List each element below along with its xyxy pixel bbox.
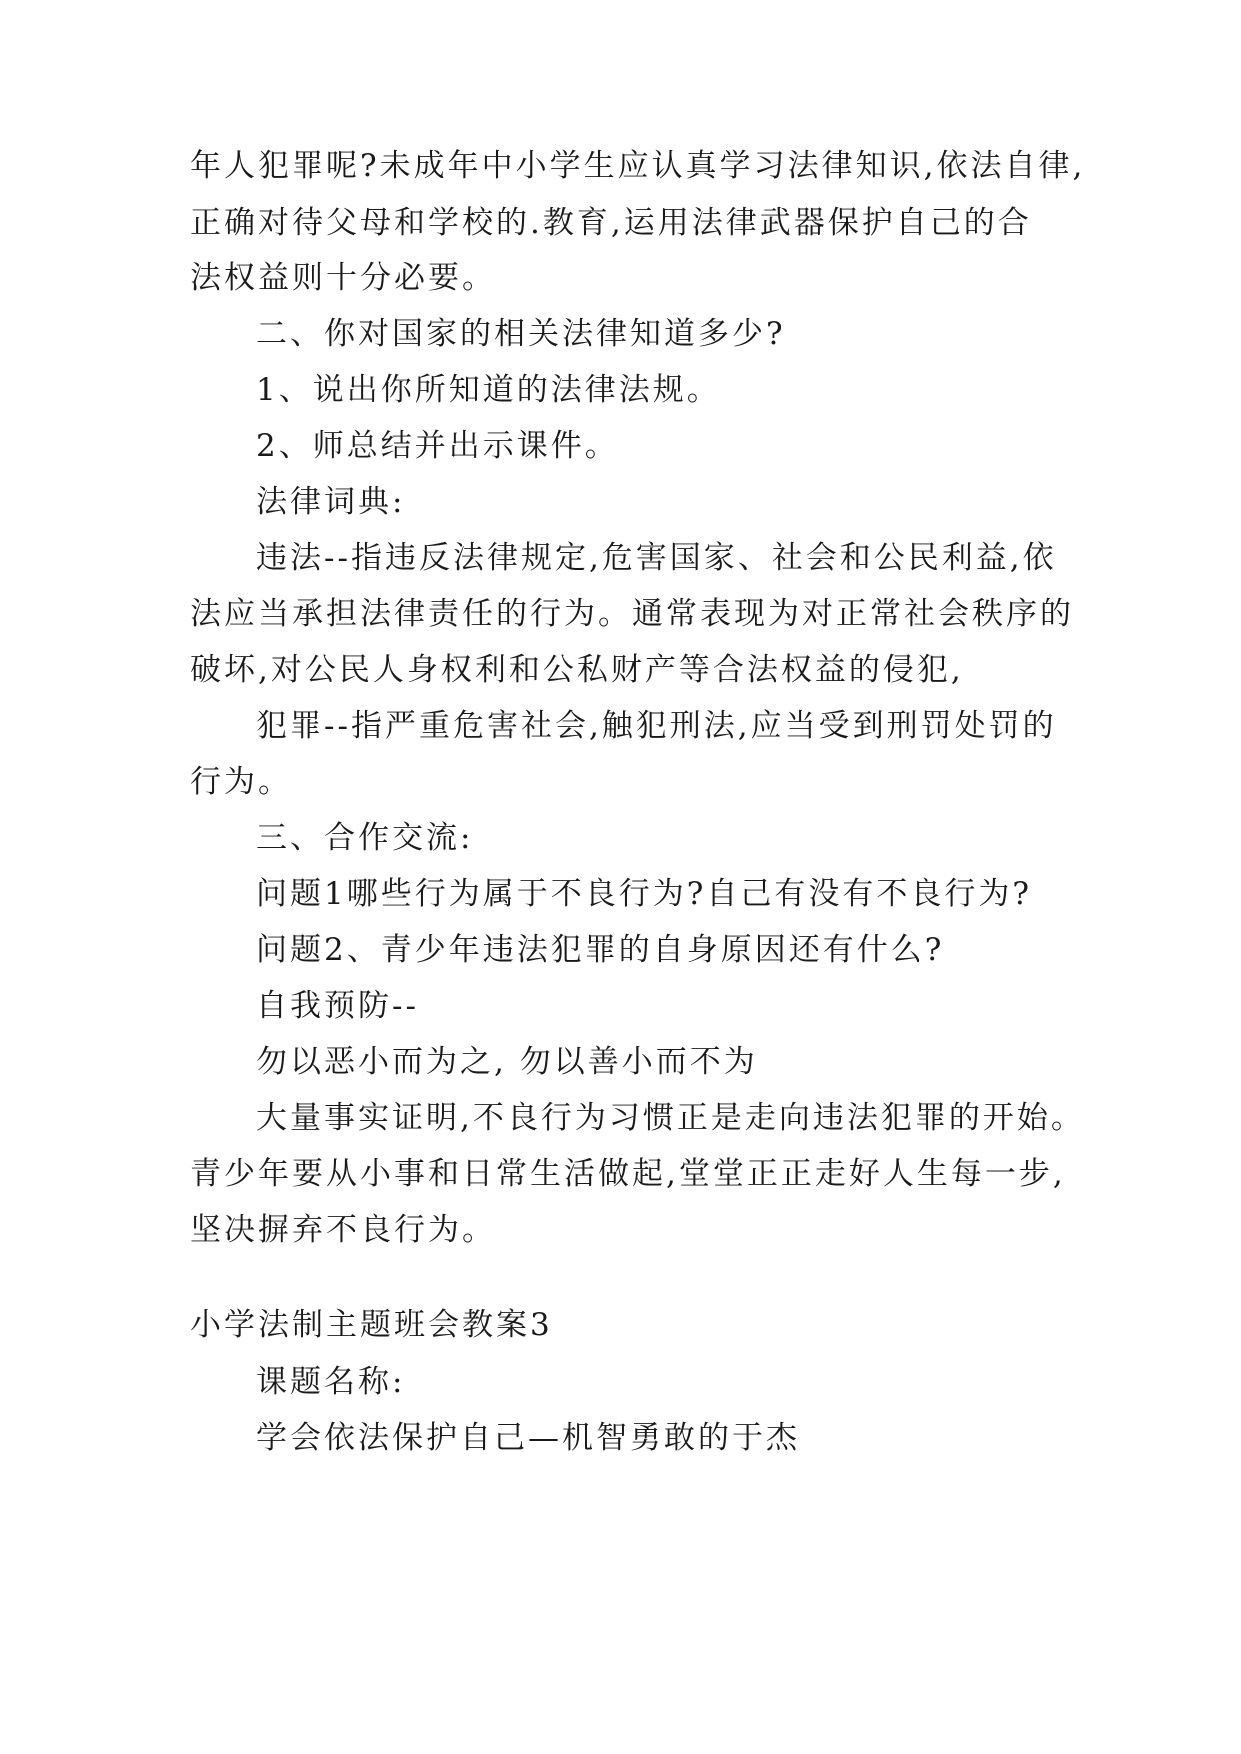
paragraph-line: 青少年要从小事和日常生活做起,堂堂正正走好人生每一步, <box>190 1156 1066 1192</box>
quote-line: 勿以恶小而为之, 勿以善小而不为 <box>256 1044 758 1080</box>
paragraph-line: 违法--指违反法律规定,危害国家、社会和公民利益,依 <box>256 540 1057 576</box>
list-item: 2、师总结并出示课件。 <box>256 428 619 464</box>
subheading: 课题名称: <box>256 1364 406 1400</box>
paragraph-line: 法权益则十分必要。 <box>190 260 496 296</box>
paragraph-line: 法应当承担法律责任的行为。通常表现为对正常社会秩序的 <box>190 596 1074 632</box>
document-title: 小学法制主题班会教案3 <box>190 1307 553 1343</box>
paragraph-line: 年人犯罪呢?未成年中小学生应认真学习法律知识,依法自律, <box>190 148 1086 184</box>
subheading: 自我预防-- <box>256 988 419 1024</box>
paragraph-line: 大量事实证明,不良行为习惯正是走向违法犯罪的开始。 <box>256 1100 1085 1136</box>
paragraph-line: 正确对待父母和学校的.教育,运用法律武器保护自己的合 <box>190 205 1032 241</box>
paragraph-line: 破坏,对公民人身权利和公私财产等合法权益的侵犯, <box>190 652 964 688</box>
paragraph-line: 坚决摒弃不良行为。 <box>190 1212 496 1248</box>
question-line: 问题1哪些行为属于不良行为?自己有没有不良行为? <box>256 876 1032 912</box>
section-heading: 三、合作交流: <box>256 820 474 856</box>
paragraph-line: 行为。 <box>190 764 292 800</box>
list-item: 1、说出你所知道的法律法规。 <box>256 372 721 408</box>
section-heading: 二、你对国家的相关法律知道多少? <box>256 316 786 352</box>
subheading: 法律词典: <box>256 484 406 520</box>
paragraph-line: 学会依法保护自己—机智勇敢的于杰 <box>256 1420 800 1456</box>
paragraph-line: 犯罪--指严重危害社会,触犯刑法,应当受到刑罚处罚的 <box>256 708 1057 744</box>
question-line: 问题2、青少年违法犯罪的自身原因还有什么? <box>256 932 945 968</box>
